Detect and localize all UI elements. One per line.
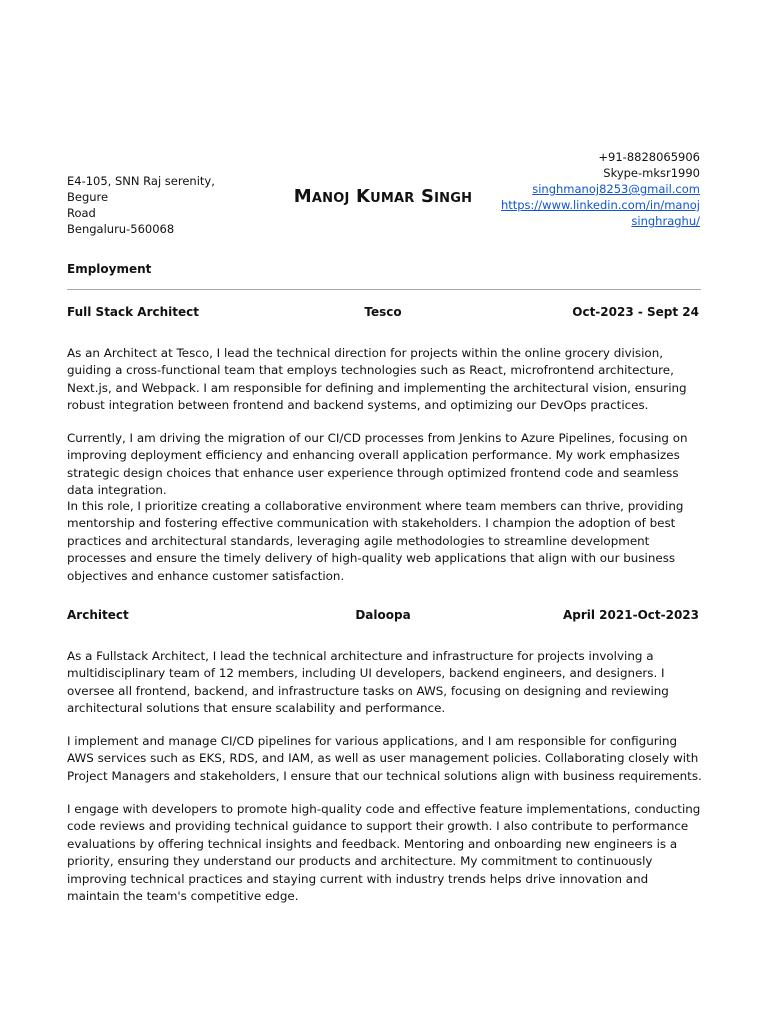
job-role: Architect — [67, 608, 129, 622]
address-line-1: E4-105, SNN Raj serenity, Begure — [67, 174, 215, 204]
job-header-1 — [67, 305, 699, 323]
candidate-name: Manoj Kumar Singh — [293, 186, 473, 207]
contact-block — [440, 149, 700, 229]
job-2-paragraph-2: I implement and manage CI/CD pipelines for various applications, and I am responsible for configuring AWS services such as EKS, RDS, and IAM, as well as user management policies. Collaborating closely with Project Managers and stakeholders, I ensure that our technical solutions align with business requirements. — [67, 734, 702, 783]
job-1-paragraph-1: As an Architect at Tesco, I lead the technical direction for projects within the online grocery division, guiding a cross-functional team that employs technologies such as React, microfrontend architecture, Next.js, and Webpack. I am responsible for defining and implementing the architectural vision, ensuring robust integration between frontend and backend systems, and optimizing our DevOps practices. — [67, 346, 687, 413]
job-header-2 — [67, 608, 699, 626]
linkedin-link-line-2[interactable]: singhraghu/ — [631, 214, 700, 228]
phone-number: +91-8828065906 — [598, 150, 700, 164]
job-company: Daloopa — [355, 608, 411, 622]
email-link[interactable]: singhmanoj8253@gmail.com — [532, 182, 700, 196]
job-dates: Oct-2023 - Sept 24 — [572, 305, 699, 319]
section-title-employment: Employment — [67, 262, 152, 276]
address-block — [67, 173, 257, 237]
address-line-2: Road — [67, 206, 96, 220]
skype-id: Skype-mksr1990 — [603, 166, 700, 180]
job-role: Full Stack Architect — [67, 305, 199, 319]
job-2-paragraph-1: As a Fullstack Architect, I lead the technical architecture and infrastructure for projects involving a multidisciplinary team of 12 members, including UI developers, backend engineers, and designers. I oversee all frontend, backend, and infrastructure tasks on AWS, focusing on designing and reviewing architectural solutions that ensure scalability and performance. — [67, 649, 669, 716]
job-company: Tesco — [364, 305, 402, 319]
job-2-paragraph-3: I engage with developers to promote high-quality code and effective feature implementations, conducting code reviews and providing technical guidance to support their growth. I also contribute to performance evaluations by offering technical insights and feedback. Mentoring and onboarding new engineers is a priority, ensuring they understand our products and architecture. My commitment to continuously improving technical practices and staying current with industry trends helps drive innovation and maintain the team's competitive edge. — [67, 802, 701, 904]
job-dates: April 2021-Oct-2023 — [562, 608, 699, 622]
job-1-paragraph-3: In this role, I prioritize creating a collaborative environment where team members can thrive, providing mentorship and fostering effective communication with stakeholders. I champion the adoption of best practices and architectural standards, leveraging agile methodologies to streamline development processes and ensure the timely delivery of high-quality web applications that align with our business objectives and enhance customer satisfaction. — [67, 499, 684, 583]
linkedin-link-line-1[interactable]: https://www.linkedin.com/in/manoj — [500, 198, 700, 212]
job-1-paragraph-2: Currently, I am driving the migration of our CI/CD processes from Jenkins to Azure Pipelines, focusing on improving deployment efficiency and enhancing overall application performance. My work emphasizes strategic design choices that enhance user experience through optimized frontend code and seamless data integration. — [67, 431, 688, 498]
section-divider — [67, 289, 701, 290]
address-line-3: Bengaluru-560068 — [67, 222, 175, 236]
